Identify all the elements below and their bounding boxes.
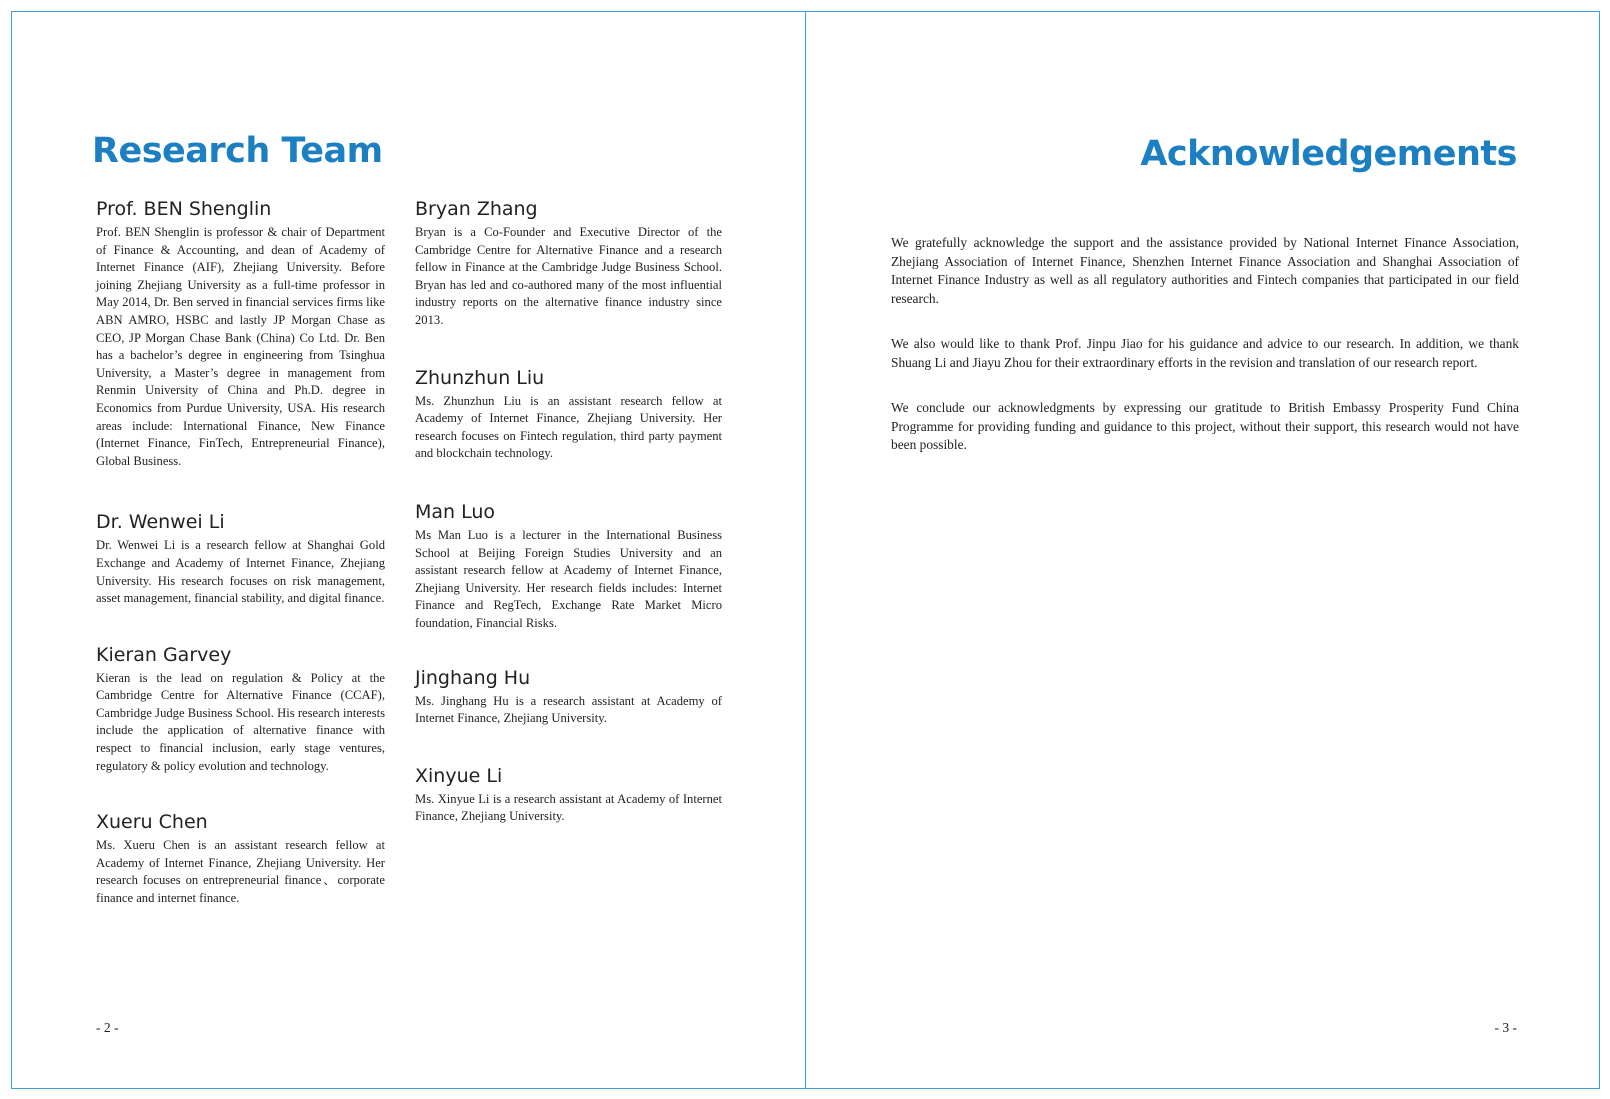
team-member [415, 197, 722, 330]
member-name: Dr. Wenwei Li [96, 511, 225, 534]
team-member [415, 366, 722, 463]
team-member [96, 643, 385, 776]
team-member [96, 510, 385, 607]
team-column-right [415, 197, 722, 826]
member-name: Prof. BEN Shenglin [96, 198, 272, 220]
acknowledgement-paragraph: We gratefully acknowledge the support and the assistance provided by National Internet Finance Association, Zhejiang Association of Internet Finance, Shenzhen Internet Finance Association and Shanghai Association of Internet Finance Industry as well as all regulatory authorities and Fintech companies that participated in our field research. [891, 235, 1519, 306]
page-number: - 3 - [1494, 1020, 1517, 1035]
member-bio: Ms Man Luo is a lecturer in the International Business School at Beijing Foreign Studies University and an assistant research fellow at Academy of Internet Finance, Zhejiang University. Her research fields includes: Internet Finance and RegTech, Exchange Rate Market Micro foundation, Financial Risks. [415, 527, 722, 630]
member-bio: Kieran is the lead on regulation & Policy at the Cambridge Centre for Alternative Finance (CCAF), Cambridge Judge Business School. His research interests include the application of alternative finance with respect to financial inclusion, early stage ventures, regulatory & policy evolution and technology. [96, 670, 385, 773]
team-column-left [96, 197, 385, 908]
acknowledgement-paragraph: We also would like to thank Prof. Jinpu Jiao for his guidance and advice to our research. In addition, we thank Shuang Li and Jiayu Zhou for their extraordinary efforts in the revision and translation of our research report. [891, 336, 1519, 370]
member-bio: Bryan is a Co-Founder and Executive Director of the Cambridge Centre for Alternative Finance and a research fellow in Finance at the Cambridge Judge Business School. Bryan has led and co-authored many of the most influential industry reports on the alternative finance industry since 2013. [415, 225, 722, 327]
right-page [805, 11, 1600, 1089]
member-name: Xinyue Li [415, 764, 503, 787]
member-bio: Prof. BEN Shenglin is professor & chair of Department of Finance & Accounting, and dean of Academy of Internet Finance (AIF), Zhejiang University. Before joining Zhejiang University as a full-time professor in May 2014, Dr. Ben served in financial services firms like ABN AMRO, HSBC and lastly JP Morgan Chase as CEO, JP Morgan Chase Bank (China) Co Ltd. Dr. Ben has a bachelor’s degree in engineering from Tsinghua University, a Master’s degree in management from Renmin University of China and Ph.D. degree in Economics from Purdue University, USA. His research areas include: International Finance, New Finance (Internet Finance, FinTech, Entrepreneurial Finance), Global Business. [96, 225, 385, 468]
member-name: Jinghang Hu [415, 666, 531, 689]
team-member [96, 197, 385, 470]
page-title: Acknowledgements [1140, 134, 1517, 174]
acknowledgement-paragraph: We conclude our acknowledgments by expressing our gratitude to British Embassy Prosperity Fund China Programme for providing funding and guidance to this project, without their support, this research would not have been possible. [891, 400, 1519, 452]
team-member [415, 764, 722, 826]
page-title: Research Team [92, 131, 383, 171]
page-number: - 2 - [96, 1020, 119, 1035]
member-bio: Dr. Wenwei Li is a research fellow at Shanghai Gold Exchange and Academy of Internet Finance, Zhejiang University. His research focuses on risk management, asset management, financial stability, and digital finance. [96, 538, 385, 606]
member-bio: Ms. Jinghang Hu is a research assistant at Academy of Internet Finance, Zhejiang University. [415, 693, 722, 726]
member-name: Zhunzhun Liu [415, 366, 545, 389]
member-bio: Ms. Xinyue Li is a research assistant at Academy of Internet Finance, Zhejiang University. [415, 791, 722, 824]
member-name: Xueru Chen [96, 811, 208, 834]
member-name: Kieran Garvey [96, 643, 232, 666]
team-member [96, 810, 385, 907]
member-name: Man Luo [415, 500, 496, 523]
member-name: Bryan Zhang [415, 198, 538, 220]
acknowledgements-body [891, 234, 1519, 482]
member-bio: Ms. Xueru Chen is an assistant research fellow at Academy of Internet Finance, Zhejiang University. Her research focuses on entrepreneurial finance、corporate finance and internet finance. [96, 838, 385, 906]
left-page [11, 11, 807, 1089]
team-member [415, 500, 722, 633]
member-bio: Ms. Zhunzhun Liu is an assistant research fellow at Academy of Internet Finance, Zhejiang University. Her research focuses on Fintech regulation, third party payment and blockchain technology. [415, 393, 722, 461]
team-member [415, 666, 722, 728]
